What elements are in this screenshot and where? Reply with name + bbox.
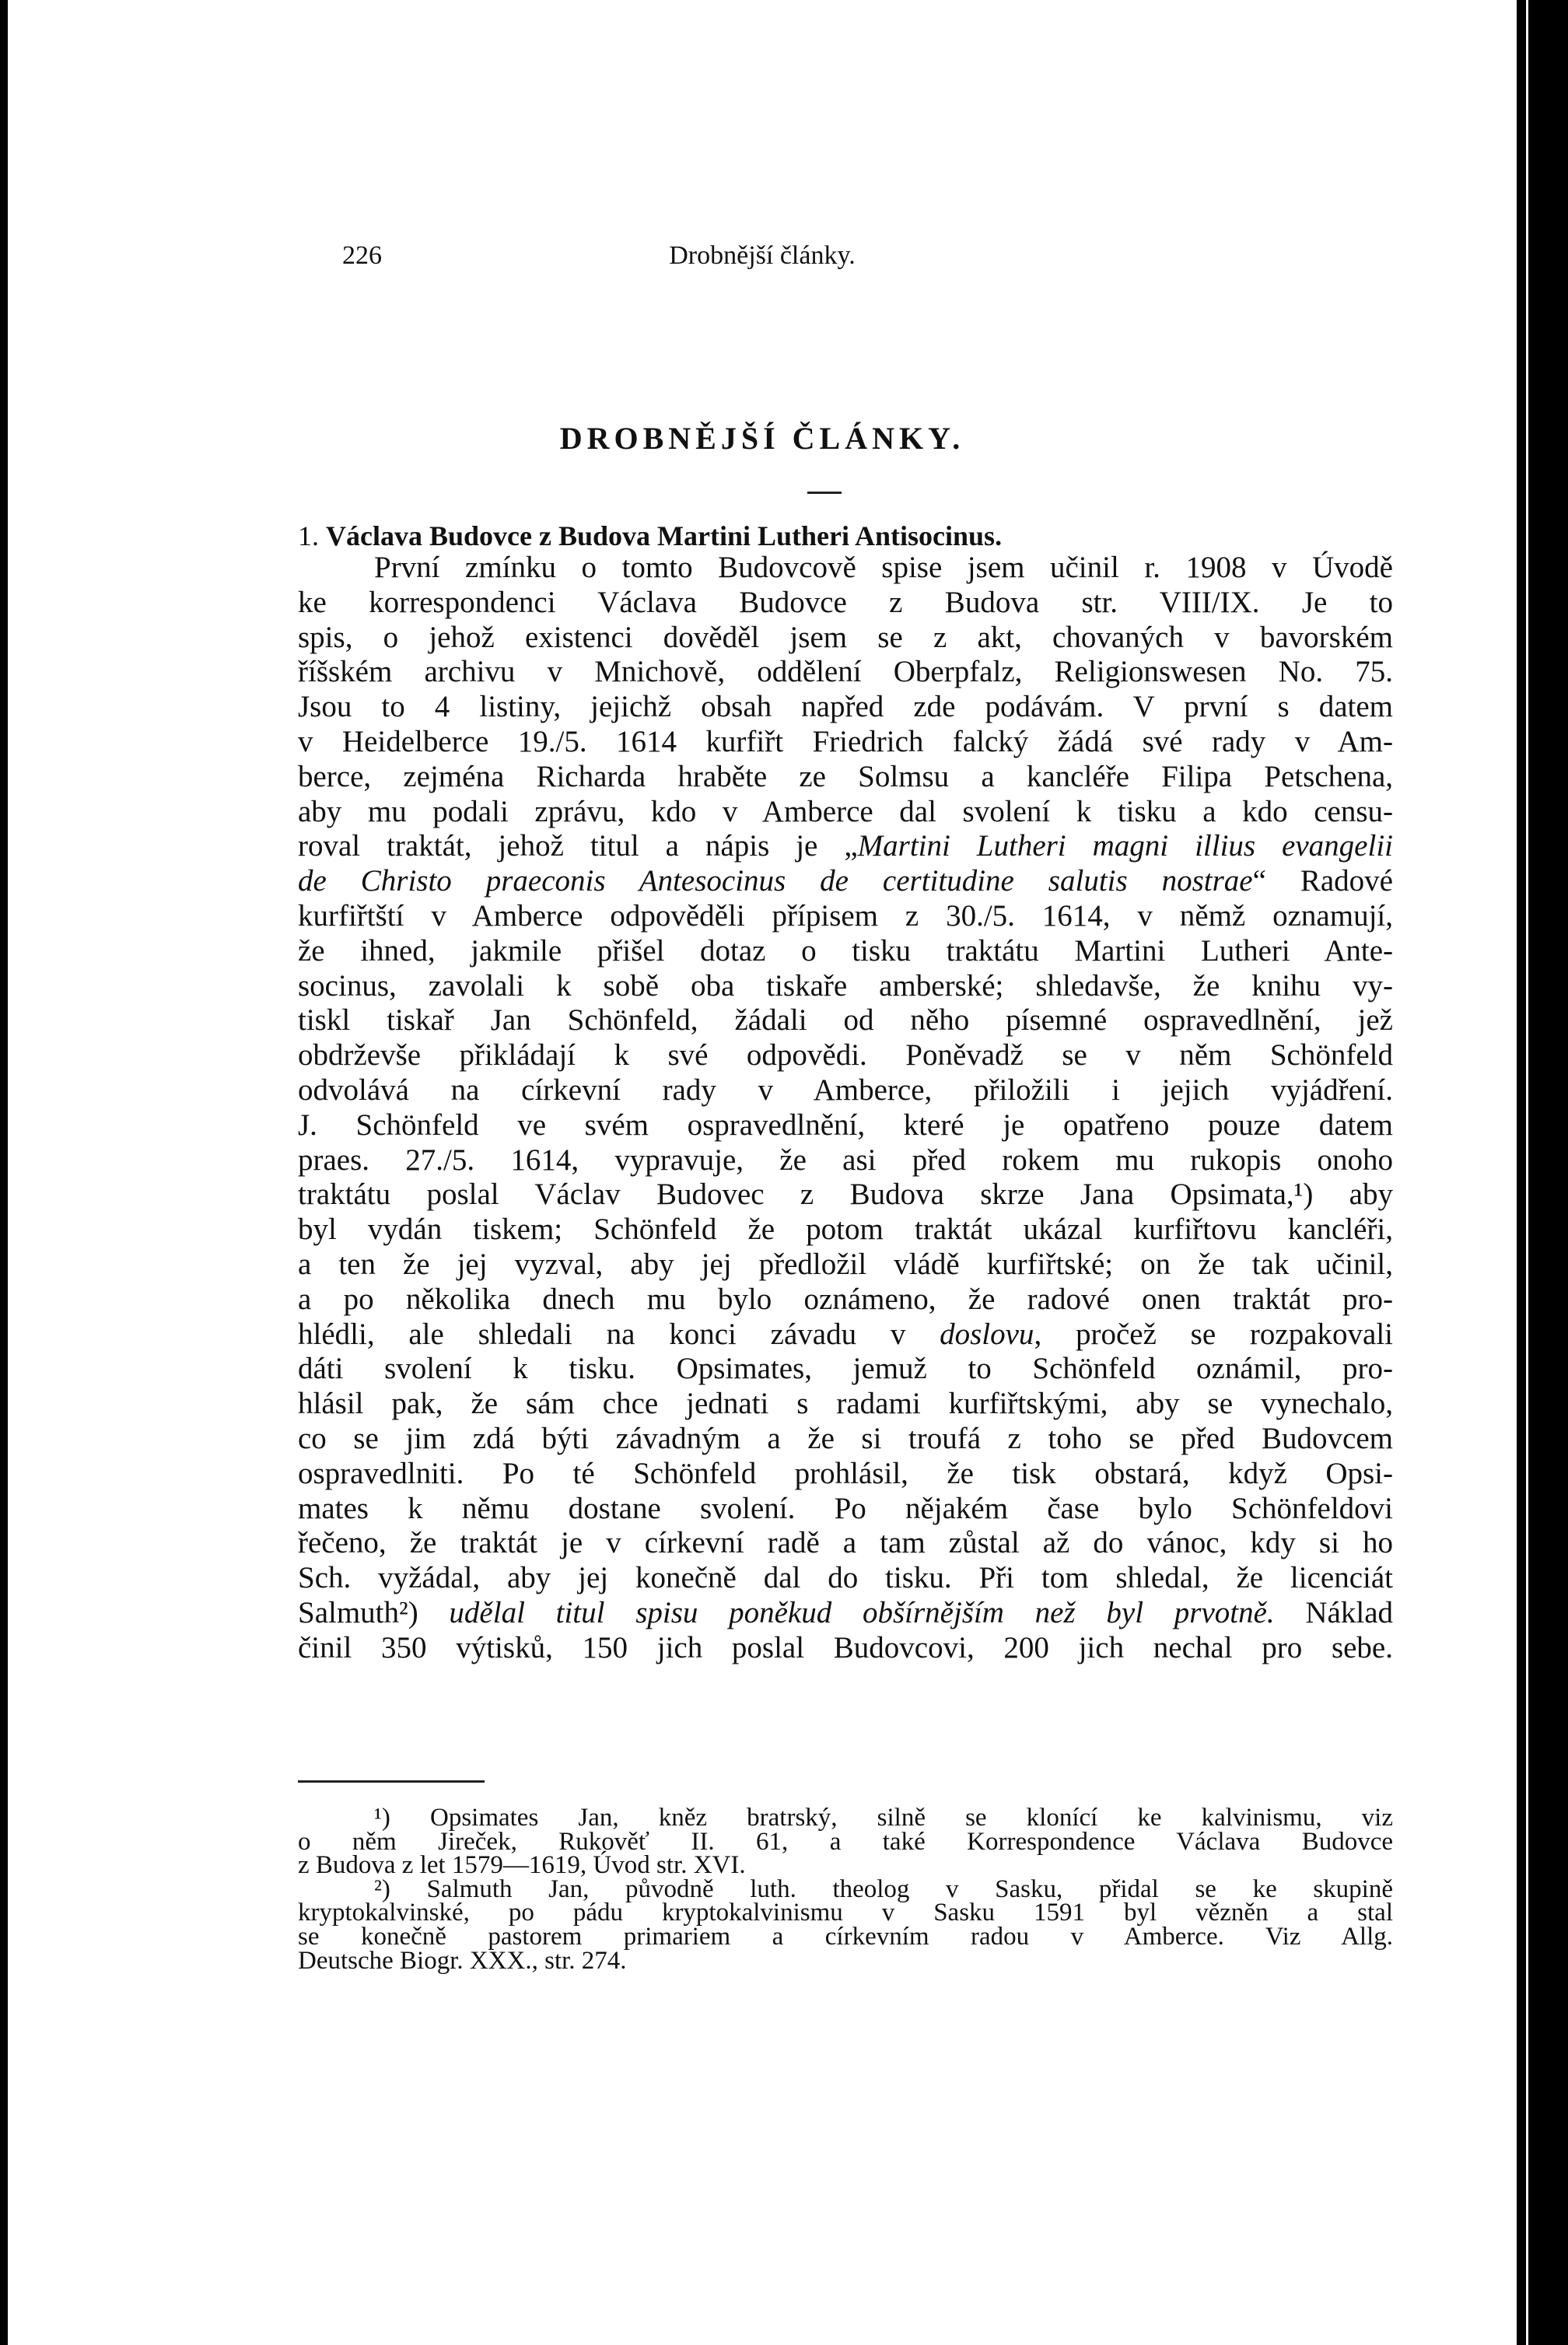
- footnote-line: z Budova z let 1579—1619, Úvod str. XVI.: [298, 1851, 746, 1880]
- body-line: Sch. vyžádal, aby jej konečně dal do tisku. Při tom shledal, že licenciát: [298, 1561, 1393, 1595]
- body-line: praes. 27./5. 1614, vypravuje, že asi před rokem mu rukopis onoho: [298, 1143, 1393, 1177]
- scan-border: [1517, 0, 1568, 2345]
- body-line: hlásil pak, že sám chce jednati s radami kurfiřtskými, aby se vynechalo,: [298, 1387, 1393, 1421]
- body-line: dáti svolení k tisku. Opsimates, jemuž to Schönfeld oznámil, pro-: [298, 1352, 1393, 1386]
- body-line: roval traktát, jehož titul a nápis je „Martini Lutheri magni illius evangelii: [298, 829, 1393, 863]
- footnote-line: ²) Salmuth Jan, původně luth. theolog v Sasku, přidal se ke skupině: [374, 1874, 1393, 1903]
- article-body: [298, 551, 1393, 1666]
- body-line: řečeno, že traktát je v církevní radě a tam zůstal až do vánoc, kdy si ho: [298, 1526, 1393, 1560]
- body-line: obdrževše přikládají k své odpovědi. Poněvadž se v něm Schönfeld: [298, 1038, 1393, 1073]
- footnote-line: se konečně pastorem primariem a církevním radou v Amberce. Viz Allg.: [298, 1922, 1393, 1951]
- footnote-rule: [298, 1780, 485, 1783]
- body-line: spis, o jehož existenci dověděl jsem se z akt, chovaných v bavorském: [298, 620, 1393, 654]
- body-line: co se jim zdá býti závadným a že si troufá z toho se před Budovcem: [298, 1421, 1393, 1455]
- body-line: činil 350 výtisků, 150 jich poslal Budovcovi, 200 jich nechal pro sebe.: [298, 1630, 1393, 1664]
- running-head: Drobnější články.: [669, 241, 856, 270]
- body-line: v Heidelberce 19./5. 1614 kurfiřt Friedrich falcký žádá své rady v Am-: [298, 724, 1393, 758]
- body-line: ke korrespondenci Václava Budovce z Budova str. VIII/IX. Je to: [298, 585, 1393, 619]
- body-line: že ihned, jakmile přišel dotaz o tisku traktátu Martini Lutheri Ante-: [298, 933, 1393, 968]
- footnotes: [298, 1804, 1393, 1975]
- footnote-line: kryptokalvinské, po pádu kryptokalvinismu v Sasku 1591 byl vězněn a stal: [298, 1899, 1393, 1927]
- body-line: ospravedlniti. Po té Schönfeld prohlásil, že tisk obstará, když Opsi-: [298, 1456, 1393, 1490]
- article-number: 1.: [298, 520, 319, 551]
- body-line: a ten že jej vyzval, aby jej předložil vládě kurfiřtské; on že tak učinil,: [298, 1247, 1393, 1281]
- body-line: J. Schönfeld ve svém ospravedlnění, které je opatřeno pouze datem: [298, 1108, 1393, 1142]
- body-line: Salmuth²) udělal titul spisu poněkud obšírnějším než byl prvotně. Náklad: [298, 1595, 1394, 1629]
- body-line: berce, zejména Richarda hraběte ze Solmsu a kancléře Filipa Petschena,: [298, 759, 1393, 793]
- article-heading: [298, 520, 1002, 552]
- body-line: odvolává na církevní rady v Amberce, přiložili i jejich vyjádření.: [298, 1073, 1393, 1107]
- body-line: socinus, zavolali k sobě oba tiskaře amberské; shledavše, že knihu vy-: [298, 968, 1393, 1003]
- body-line: byl vydán tiskem; Schönfeld že potom traktát ukázal kurfiřtovu kancléři,: [298, 1213, 1393, 1247]
- book-page: [8, 0, 1517, 2345]
- body-line: První zmínku o tomto Budovcově spise jsem učinil r. 1908 v Úvodě: [374, 551, 1393, 584]
- title-rule: [807, 492, 842, 494]
- body-line: kurfiřtští v Amberce odpověděli přípisem z 30./5. 1614, v němž oznamují,: [298, 898, 1393, 933]
- page-number: 226: [342, 241, 382, 270]
- body-line: aby mu podali zprávu, kdo v Amberce dal svolení k tisku a kdo censu-: [298, 794, 1393, 828]
- article-heading-text: Václava Budovce z Budova Martini Lutheri Antisocinus.: [326, 520, 1003, 551]
- body-line: Jsou to 4 listiny, jejichž obsah napřed zde podávám. V první s datem: [298, 690, 1393, 724]
- footnote-line: o něm Jireček, Rukověť II. 61, a také Korrespondence Václava Budovce: [298, 1827, 1393, 1856]
- body-line: a po několika dnech mu bylo oznámeno, že radové onen traktát pro-: [298, 1282, 1393, 1316]
- body-line: říšském archivu v Mnichově, oddělení Oberpfalz, Religionswesen No. 75.: [298, 655, 1393, 689]
- footnote-line: ¹) Opsimates Jan, kněz bratrský, silně se klonící ke kalvinismu, viz: [374, 1804, 1393, 1832]
- scan-edge-line: [1526, 0, 1528, 2345]
- footnote-line: Deutsche Biogr. XXX., str. 274.: [298, 1946, 627, 1975]
- body-line: de Christo praeconis Antesocinus de certitudine salutis nostrae“ Radové: [298, 864, 1393, 898]
- body-line: mates k němu dostane svolení. Po nějakém čase bylo Schönfeldovi: [298, 1491, 1393, 1525]
- body-line: tiskl tiskař Jan Schönfeld, žádali od něho písemné ospravedlnění, jež: [298, 1003, 1393, 1038]
- section-title: DROBNĚJŠÍ ČLÁNKY.: [559, 421, 965, 456]
- body-line: hlédli, ale shledali na konci závadu v doslovu, pročež se rozpakovali: [298, 1317, 1393, 1351]
- body-line: traktátu poslal Václav Budovec z Budova skrze Jana Opsimata,¹) aby: [298, 1178, 1393, 1212]
